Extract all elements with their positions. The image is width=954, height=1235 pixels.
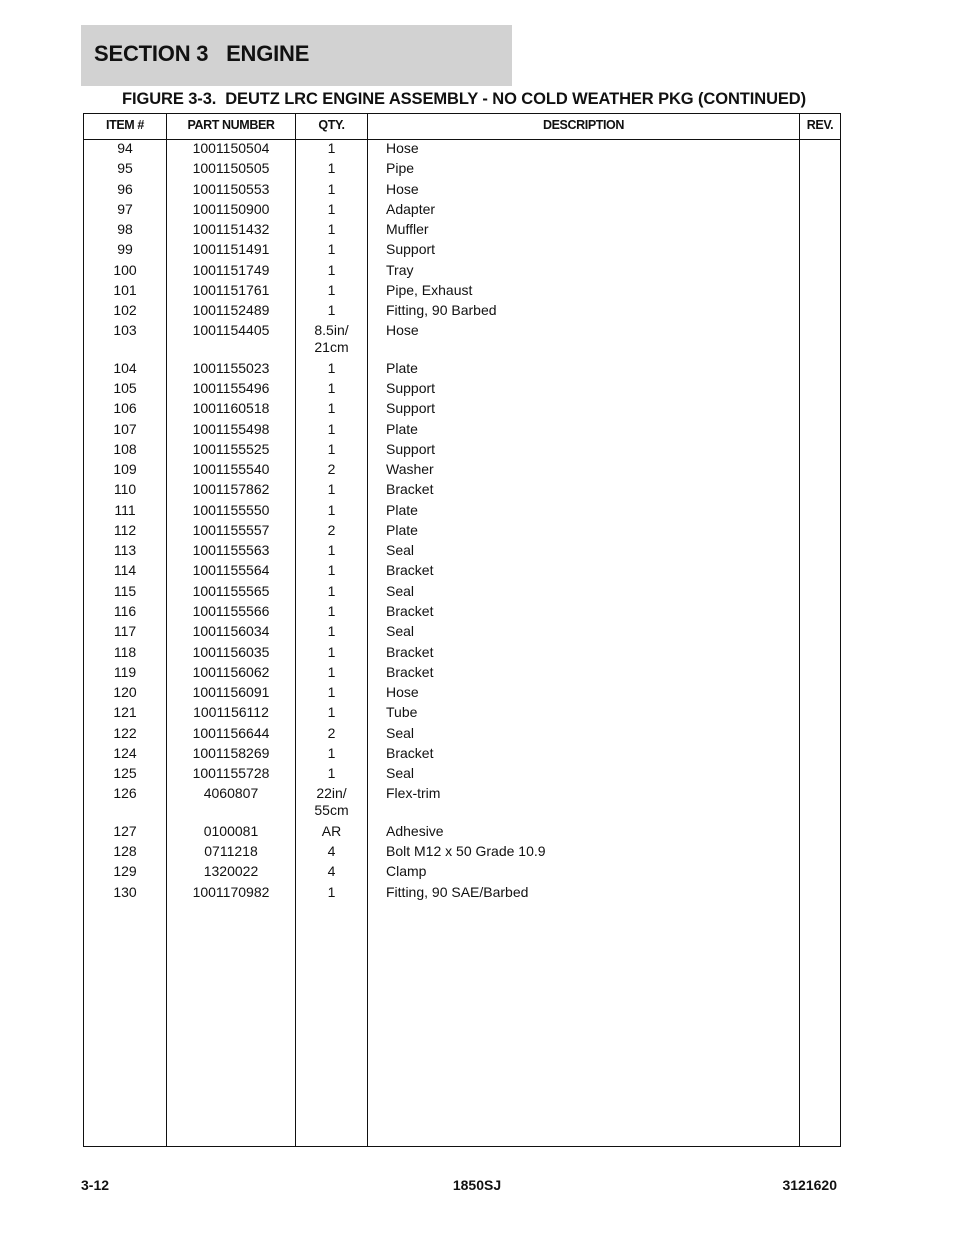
quantity: 1 (327, 684, 336, 701)
description: Hose (386, 180, 419, 197)
item-number: 125 (113, 765, 137, 782)
part-number: 1001151432 (192, 221, 270, 238)
parts-table (83, 113, 841, 1147)
part-number: 1001155563 (192, 542, 270, 559)
quantity: 2 (327, 461, 336, 478)
item-number: 99 (117, 241, 133, 258)
part-number: 1001157862 (192, 481, 270, 498)
part-number: 1001155557 (192, 521, 270, 538)
description: Seal (386, 542, 415, 559)
quantity: 1 (327, 140, 336, 156)
quantity: 2 (327, 724, 336, 741)
quantity: 1 (327, 704, 336, 721)
part-number: 1001155565 (192, 582, 270, 599)
header-part-number: PART NUMBER (187, 118, 275, 132)
quantity: 1 (327, 883, 336, 900)
description: Bracket (386, 602, 434, 619)
item-number: 111 (114, 501, 136, 518)
description: Seal (386, 623, 415, 640)
description: Fitting, 90 Barbed (386, 302, 497, 319)
quantity: 1 (327, 380, 336, 396)
description: Plate (386, 501, 418, 518)
figure-title: FIGURE 3-3. DEUTZ LRC ENGINE ASSEMBLY - NO COLD WEATHER PKG (CONTINUED) (122, 90, 806, 108)
quantity: 1 (327, 562, 336, 579)
quantity: 1 (327, 400, 336, 417)
item-number: 112 (113, 521, 137, 538)
quantity: 1 (327, 440, 336, 457)
item-number: 130 (113, 883, 137, 900)
quantity: 1 (327, 420, 336, 437)
description: Bolt M12 x 50 Grade 10.9 (386, 842, 546, 859)
quantity: 1 (327, 241, 336, 258)
description: Support (386, 440, 436, 457)
item-number: 116 (113, 602, 137, 619)
part-number: 1001156112 (193, 704, 269, 721)
part-number: 4060807 (203, 785, 259, 802)
part-number: 1001151749 (192, 261, 270, 278)
part-number: 1001155728 (192, 765, 270, 782)
description: Bracket (386, 562, 434, 579)
item-number: 129 (113, 863, 137, 880)
item-number: 97 (117, 200, 133, 217)
description: Bracket (386, 744, 434, 761)
quantity: 1 (327, 359, 336, 376)
part-number: 1001156034 (192, 623, 270, 640)
item-number: 106 (113, 400, 137, 417)
column-divider (367, 114, 368, 1146)
part-number: 1001155496 (192, 380, 270, 396)
section-banner (81, 25, 512, 86)
quantity: 1 (327, 643, 336, 660)
column-divider (799, 114, 800, 1146)
item-number: 109 (113, 461, 137, 478)
description: Support (386, 241, 436, 258)
part-number: 1001155564 (192, 562, 270, 579)
item-number: 128 (113, 842, 137, 859)
part-number: 1001156035 (192, 643, 270, 660)
item-number: 117 (113, 623, 137, 640)
description: Seal (386, 765, 415, 782)
quantity: 1 (327, 542, 336, 559)
description: Bracket (386, 481, 434, 498)
part-number: 1001152489 (192, 302, 270, 319)
item-number: 105 (113, 380, 137, 396)
description: Plate (386, 359, 418, 376)
item-number: 108 (113, 440, 137, 457)
item-number: 121 (113, 704, 137, 721)
part-number: 1001150553 (192, 180, 270, 197)
footer-doc-number: 3121620 (782, 1177, 837, 1193)
quantity: 1 (327, 281, 336, 298)
quantity: 1 (327, 221, 336, 238)
quantity: 1 (327, 302, 336, 319)
section-title: SECTION 3 ENGINE (94, 41, 310, 66)
item-number: 100 (113, 261, 137, 278)
item-number: 96 (117, 180, 133, 197)
part-number: 1001156062 (192, 663, 270, 680)
item-number: 95 (117, 160, 133, 177)
part-number: 0711218 (204, 842, 258, 859)
quantity: 1 (327, 180, 336, 197)
part-number: 1001155566 (192, 602, 270, 619)
description: Pipe, Exhaust (386, 281, 473, 298)
quantity: 1 (327, 744, 336, 761)
quantity: 2 (327, 521, 336, 538)
description: Plate (386, 521, 418, 538)
part-number: 1001158269 (192, 744, 270, 761)
item-number: 122 (113, 724, 137, 741)
quantity: 1 (327, 765, 336, 782)
part-number: 1001156091 (192, 684, 270, 701)
description: Fitting, 90 SAE/Barbed (386, 883, 529, 900)
description: Support (386, 400, 436, 417)
part-number: 1001150900 (192, 200, 270, 217)
part-number: 1001170982 (192, 883, 270, 900)
quantity: 4 (327, 863, 336, 880)
description: Washer (386, 461, 434, 478)
quantity: AR (321, 822, 342, 839)
description: Bracket (386, 663, 434, 680)
item-number: 126 (113, 785, 137, 802)
footer-model: 1850SJ (452, 1177, 502, 1193)
footer-page-number: 3-12 (81, 1177, 110, 1193)
quantity: 1 (327, 582, 336, 599)
part-number: 1001154405 (192, 322, 270, 339)
item-number: 102 (113, 302, 137, 319)
quantity: 1 (327, 160, 336, 177)
item-number: 120 (113, 684, 137, 701)
item-number: 124 (113, 744, 137, 761)
quantity: 1 (327, 200, 336, 217)
description: Seal (386, 582, 415, 599)
item-number: 107 (113, 420, 137, 437)
part-number: 1001160518 (192, 400, 270, 417)
description: Adhesive (386, 822, 444, 839)
item-number: 114 (113, 562, 137, 579)
description: Hose (386, 140, 419, 156)
description: Adapter (386, 200, 436, 217)
part-number: 1001151491 (192, 241, 270, 258)
description: Seal (386, 724, 415, 741)
description: Plate (386, 420, 418, 437)
part-number: 1320022 (203, 863, 259, 880)
item-number: 110 (113, 481, 137, 498)
part-number: 0100081 (203, 822, 259, 839)
quantity: 1 (327, 481, 336, 498)
part-number: 1001150505 (192, 160, 270, 177)
quantity: 1 (327, 663, 336, 680)
description: Pipe (386, 160, 415, 177)
item-number: 101 (113, 281, 137, 298)
description: Flex-trim (386, 785, 441, 802)
description: Support (386, 380, 436, 396)
quantity: 1 (327, 261, 336, 278)
part-number: 1001151761 (192, 281, 270, 298)
description: Muffler (386, 221, 429, 238)
part-number: 1001150504 (192, 140, 270, 156)
quantity: 1 (327, 602, 336, 619)
item-number: 118 (113, 643, 137, 660)
part-number: 1001155525 (192, 440, 270, 457)
header-description: DESCRIPTION (542, 118, 625, 132)
description: Clamp (386, 863, 427, 880)
part-number: 1001155550 (192, 501, 270, 518)
header-item: ITEM # (106, 118, 144, 132)
quantity: 1 (327, 501, 336, 518)
item-number: 115 (113, 582, 137, 599)
part-number: 1001156644 (192, 724, 270, 741)
quantity: 22in/ 55cm (314, 785, 349, 819)
description: Tray (386, 261, 414, 278)
header-rev: REV. (806, 118, 834, 132)
description: Hose (386, 322, 419, 339)
part-number: 1001155498 (192, 420, 270, 437)
quantity: 4 (327, 842, 336, 859)
item-number: 103 (113, 322, 137, 339)
item-number: 113 (113, 542, 137, 559)
item-number: 119 (113, 663, 137, 680)
part-number: 1001155023 (192, 359, 270, 376)
item-number: 127 (113, 822, 137, 839)
quantity: 1 (327, 623, 336, 640)
quantity: 8.5in/ 21cm (314, 322, 349, 356)
part-number: 1001155540 (192, 461, 270, 478)
description: Tube (386, 704, 418, 721)
header-qty: QTY. (318, 118, 345, 132)
description: Bracket (386, 643, 434, 660)
description: Hose (386, 684, 419, 701)
item-number: 98 (117, 221, 133, 238)
item-number: 94 (117, 140, 133, 156)
item-number: 104 (113, 359, 137, 376)
